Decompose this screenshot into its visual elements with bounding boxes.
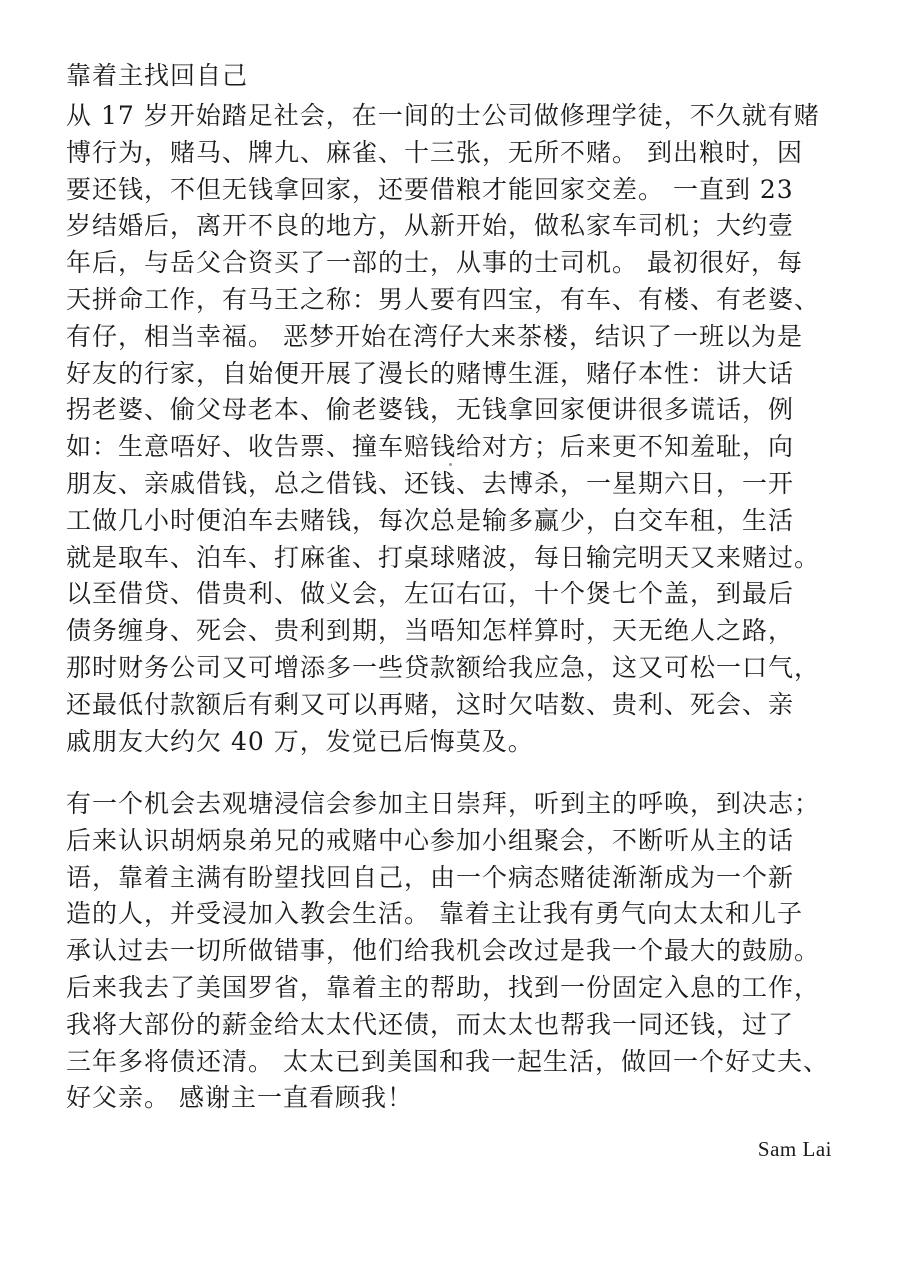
text-line: 年后，与岳父合资买了一部的士，从事的士司机。 最初很好，每 bbox=[66, 248, 803, 278]
text-line: 要还钱，不但无钱拿回家，还要借粮才能回家交差。 一直到 23 bbox=[66, 174, 794, 204]
text-line: 后来我去了美国罗省，靠着主的帮助，找到一份固定入息的工作， bbox=[66, 972, 821, 1002]
text-line: 天拼命工作，有马王之称：男人要有四宝，有车、有楼、有老婆、 bbox=[66, 284, 821, 314]
text-line: 朋友、亲戚借钱，总之借钱、还钱、去博杀，一星期六日，一开 bbox=[66, 468, 795, 498]
text-line: 承认过去一切所做错事，他们给我机会改过是我一个最大的鼓励。 bbox=[66, 936, 821, 966]
text-line: 那时财务公司又可增添多一些贷款额给我应急，这又可松一口气， bbox=[66, 652, 821, 682]
text-line: 造的人，并受浸加入教会生活。 靠着主让我有勇气向太太和儿子 bbox=[66, 899, 803, 929]
text-line: 有仔，相当幸福。 恶梦开始在湾仔大来茶楼，结识了一班以为是 bbox=[66, 321, 803, 351]
text-line: 好父亲。 感谢主一直看顾我！ bbox=[66, 1083, 413, 1113]
text-line: 后来认识胡炳泉弟兄的戒赌中心参加小组聚会，不断听从主的话 bbox=[66, 825, 795, 855]
text-line: 还最低付款额后有剩又可以再赌，这时欠咭数、贵利、死会、亲 bbox=[66, 689, 795, 719]
text-line: 工做几小时便泊车去赌钱，每次总是输多赢少，白交车租，生活 bbox=[66, 505, 795, 535]
text-line: 如：生意唔好、收告票、撞车赔钱给对方；后来更不知羞耻，向 bbox=[66, 432, 795, 462]
text-line: 三年多将债还清。 太太已到美国和我一起生活，做回一个好丈夫、 bbox=[66, 1046, 829, 1076]
author-signature: Sam Lai bbox=[757, 1137, 832, 1161]
text-line: 有一个机会去观塘浸信会参加主日崇拜，听到主的呼唤，到决志； bbox=[66, 789, 821, 818]
text-line: 就是取车、泊车、打麻雀、打桌球赌波，每日输完明天又来赌过。 bbox=[66, 542, 821, 572]
text-line: 债务缠身、死会、贵利到期，当唔知怎样算时，天无绝人之路， bbox=[66, 616, 795, 646]
page-title: 靠着主找回自己 bbox=[66, 61, 249, 90]
text-line: 好友的行家，自始便开展了漫长的赌博生涯，赌仔本性：讲大话 bbox=[66, 358, 795, 388]
text-line: 岁结婚后，离开不良的地方，从新开始，做私家车司机；大约壹 bbox=[66, 211, 795, 241]
paragraph-2 bbox=[66, 786, 836, 1117]
text-line: 我将大部份的薪金给太太代还债，而太太也帮我一同还钱，过了 bbox=[66, 1009, 795, 1039]
text-line: 语，靠着主满有盼望找回自己，由一个病态赌徒渐渐成为一个新 bbox=[66, 862, 795, 892]
text-line: 从 17 岁开始踏足社会，在一间的士公司做修理学徒，不久就有赌 bbox=[66, 101, 820, 130]
text-line: 以至借贷、借贵利、做义会，左冚右冚，十个煲七个盖，到最后 bbox=[66, 579, 795, 609]
text-line: 拐老婆、偷父母老本、偷老婆钱，无钱拿回家便讲很多谎话，例 bbox=[66, 395, 795, 425]
scan-speck bbox=[449, 463, 452, 466]
paragraph-1 bbox=[66, 98, 836, 760]
text-line: 博行为，赌马、牌九、麻雀、十三张，无所不赌。 到出粮时，因 bbox=[66, 137, 803, 167]
text-line: 戚朋友大约欠 40 万，发觉已后悔莫及。 bbox=[66, 726, 534, 756]
